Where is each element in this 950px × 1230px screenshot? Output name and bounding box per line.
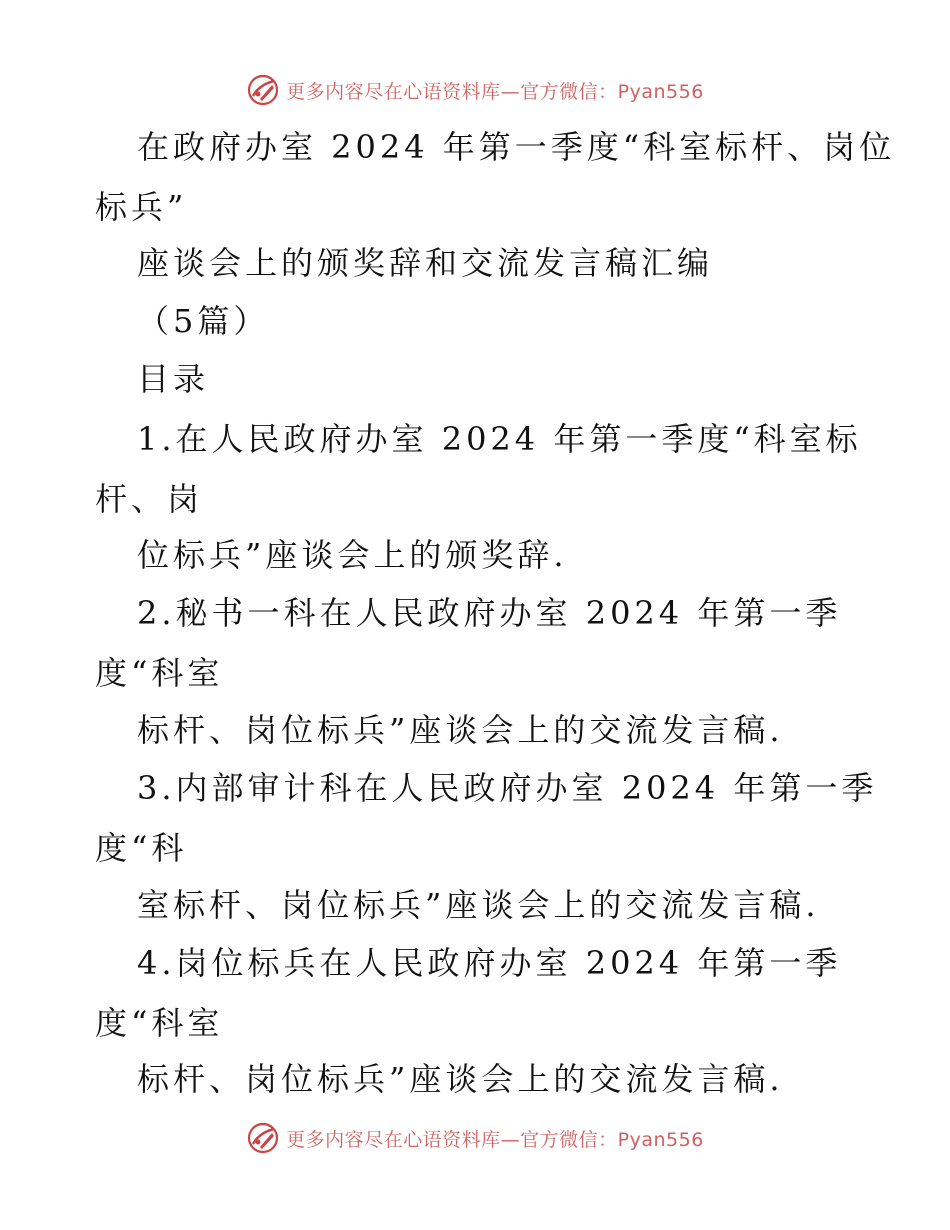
banner-text: 更多内容尽在心语资料库—官方微信：Pyan556 [286, 1128, 704, 1151]
toc-item-4-line-2: 度“科室 [95, 1004, 224, 1042]
toc-item-4-line-1: 4.岗位标兵在人民政府办室 2024 年第一季 [137, 944, 842, 982]
toc-item-2-line-1: 2.秘书一科在人民政府办室 2024 年第一季 [137, 594, 842, 632]
toc-item-2-line-3: 标杆、岗位标兵”座谈会上的交流发言稿. [137, 711, 784, 749]
toc-item-1-line-3: 位标兵”座谈会上的颁奖辞. [137, 536, 568, 574]
title-line-3: 座谈会上的颁奖辞和交流发言稿汇编 [137, 244, 714, 282]
title-line-1: 在政府办室 2024 年第一季度“科室标杆、岗位 [137, 128, 896, 166]
toc-item-3-line-2: 度“科 [95, 829, 188, 867]
title-line-2: 标兵” [95, 188, 188, 226]
toc-item-4-line-3: 标杆、岗位标兵”座谈会上的交流发言稿. [137, 1060, 784, 1098]
title-count: （5篇） [137, 302, 270, 340]
footer-banner [0, 1118, 950, 1158]
toc-item-1-line-1: 1.在人民政府办室 2024 年第一季度“科室标 [137, 420, 862, 458]
banner-text: 更多内容尽在心语资料库—官方微信：Pyan556 [286, 80, 704, 103]
toc-item-2-line-2: 度“科室 [95, 654, 224, 692]
toc-item-3-line-1: 3.内部审计科在人民政府办室 2024 年第一季 [137, 769, 878, 807]
toc-heading: 目录 [137, 360, 210, 398]
toc-item-3-line-3: 室标杆、岗位标兵”座谈会上的交流发言稿. [137, 886, 820, 924]
toc-item-1-line-2: 杆、岗 [95, 480, 204, 518]
pen-logo-icon [246, 1121, 280, 1155]
